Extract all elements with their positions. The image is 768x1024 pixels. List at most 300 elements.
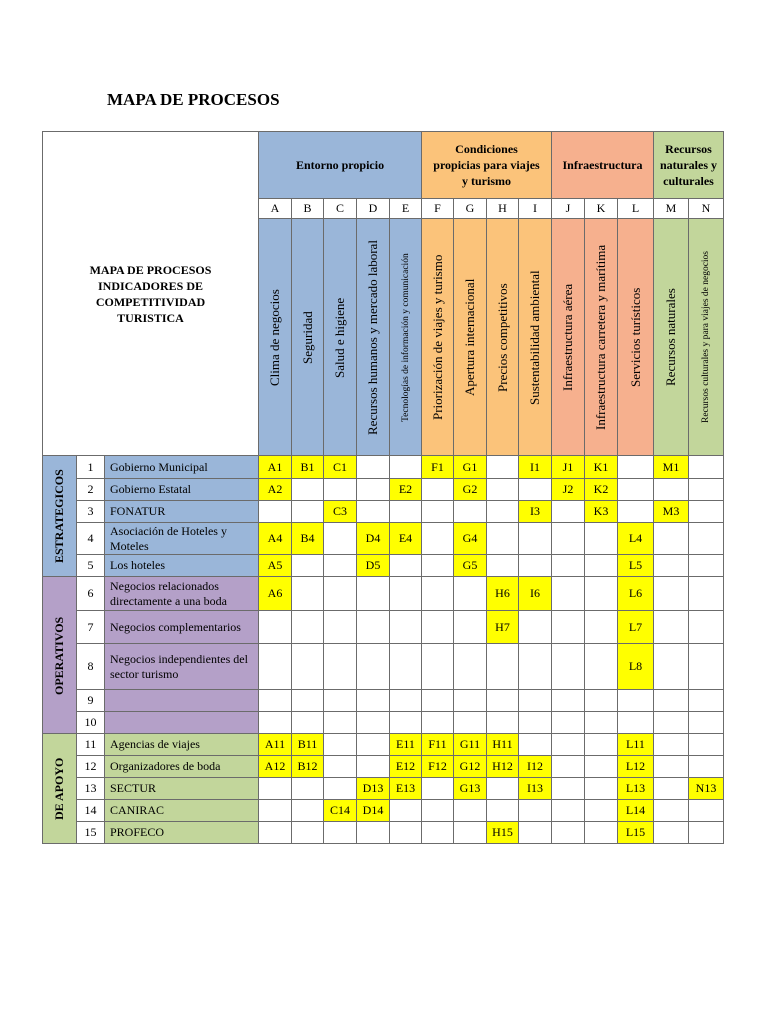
indicator-cell-marked: J1: [552, 456, 585, 479]
indicator-cell-empty: [519, 822, 552, 844]
indicator-cell-marked: L13: [618, 778, 654, 800]
indicator-cell-empty: [390, 456, 422, 479]
row-number: 5: [77, 555, 105, 577]
indicator-cell-empty: [552, 756, 585, 778]
indicator-cell-empty: [689, 756, 724, 778]
indicator-cell-empty: [292, 479, 324, 501]
process-name: Agencias de viajes: [105, 734, 259, 756]
indicator-cell-empty: [324, 756, 357, 778]
indicator-cell-empty: [357, 644, 390, 690]
row-number: 3: [77, 501, 105, 523]
indicator-cell-empty: [422, 555, 454, 577]
indicator-cell-empty: [585, 523, 618, 555]
process-name: [105, 712, 259, 734]
row-number: 2: [77, 479, 105, 501]
indicator-cell-marked: I12: [519, 756, 552, 778]
indicator-cell-empty: [422, 712, 454, 734]
indicator-cell-empty: [519, 611, 552, 644]
process-name: SECTUR: [105, 778, 259, 800]
row-number: 4: [77, 523, 105, 555]
indicator-cell-empty: [259, 822, 292, 844]
indicator-label: Tecnologías de información y comunicación: [400, 252, 411, 422]
indicator-label: Precios competitivos: [494, 282, 510, 392]
category-condiciones-propicias: Condiciones propicias para viajes y turismo: [422, 132, 552, 199]
process-name: Organizadores de boda: [105, 756, 259, 778]
row-number: 6: [77, 577, 105, 611]
indicator-cell-empty: [585, 822, 618, 844]
column-letter-k: K: [585, 199, 618, 219]
column-letter-f: F: [422, 199, 454, 219]
indicator-cell-empty: [292, 555, 324, 577]
indicator-cell-empty: [487, 690, 519, 712]
indicator-cell-marked: B1: [292, 456, 324, 479]
indicator-cell-empty: [292, 501, 324, 523]
indicator-cell-marked: K2: [585, 479, 618, 501]
indicator-cell-marked: A1: [259, 456, 292, 479]
indicator-cell-empty: [689, 523, 724, 555]
indicator-cell-empty: [689, 555, 724, 577]
indicator-header-d: [357, 219, 390, 456]
table-row: [43, 778, 724, 800]
indicator-header-m: [654, 219, 689, 456]
indicator-cell-empty: [618, 690, 654, 712]
indicator-label: Salud e higiene: [332, 296, 347, 378]
table-row: [43, 456, 724, 479]
indicator-cell-marked: G11: [454, 734, 487, 756]
indicator-cell-marked: I13: [519, 778, 552, 800]
indicator-cell-empty: [654, 479, 689, 501]
row-number: 14: [77, 800, 105, 822]
indicator-cell-marked: I6: [519, 577, 552, 611]
indicator-label: Infraestructura aérea: [560, 283, 575, 391]
indicator-cell-empty: [259, 690, 292, 712]
process-name: FONATUR: [105, 501, 259, 523]
column-letter-c: C: [324, 199, 357, 219]
indicator-cell-empty: [292, 577, 324, 611]
indicator-cell-empty: [357, 479, 390, 501]
indicator-cell-empty: [390, 555, 422, 577]
indicator-cell-empty: [454, 501, 487, 523]
indicator-cell-marked: C3: [324, 501, 357, 523]
indicator-cell-empty: [689, 577, 724, 611]
process-name: Negocios relacionados directamente a una boda: [105, 577, 259, 611]
indicator-label: Apertura internacional: [462, 278, 477, 396]
indicator-cell-marked: A6: [259, 577, 292, 611]
indicator-cell-empty: [487, 712, 519, 734]
indicator-cell-empty: [689, 501, 724, 523]
indicator-cell-empty: [552, 611, 585, 644]
indicator-cell-empty: [654, 690, 689, 712]
indicator-cell-empty: [259, 778, 292, 800]
indicator-cell-marked: E12: [390, 756, 422, 778]
indicator-cell-empty: [324, 644, 357, 690]
indicator-header-f: [422, 219, 454, 456]
indicator-cell-empty: [357, 577, 390, 611]
indicator-header-e: [390, 219, 422, 456]
indicator-cell-empty: [422, 800, 454, 822]
indicator-cell-marked: A2: [259, 479, 292, 501]
indicator-cell-empty: [487, 479, 519, 501]
indicator-header-h: [487, 219, 519, 456]
indicator-cell-empty: [324, 611, 357, 644]
indicator-cell-marked: F12: [422, 756, 454, 778]
indicator-cell-empty: [585, 644, 618, 690]
indicator-cell-empty: [487, 555, 519, 577]
indicator-cell-marked: F1: [422, 456, 454, 479]
indicator-cell-empty: [487, 644, 519, 690]
indicator-cell-marked: D4: [357, 523, 390, 555]
indicator-cell-empty: [654, 523, 689, 555]
category-recursos-naturales-culturales: Recursos naturales y culturales: [654, 132, 724, 199]
indicator-cell-empty: [324, 555, 357, 577]
indicator-cell-empty: [618, 501, 654, 523]
indicator-cell-empty: [689, 611, 724, 644]
indicator-label: Infraestructura carretera y marítima: [593, 244, 608, 430]
indicator-cell-empty: [324, 778, 357, 800]
indicator-cell-empty: [357, 712, 390, 734]
indicator-cell-empty: [324, 523, 357, 555]
indicator-cell-empty: [454, 800, 487, 822]
indicator-cell-marked: M3: [654, 501, 689, 523]
indicator-cell-marked: E2: [390, 479, 422, 501]
indicator-cell-empty: [689, 690, 724, 712]
indicator-cell-marked: E13: [390, 778, 422, 800]
indicator-cell-marked: L8: [618, 644, 654, 690]
indicator-cell-empty: [390, 501, 422, 523]
indicator-cell-marked: K3: [585, 501, 618, 523]
indicator-cell-marked: H6: [487, 577, 519, 611]
indicator-label: Sustentabilidad ambiental: [527, 269, 542, 405]
column-letter-l: L: [618, 199, 654, 219]
indicator-cell-empty: [689, 479, 724, 501]
indicator-cell-marked: L15: [618, 822, 654, 844]
table-row: [43, 712, 724, 734]
process-name: Asociación de Hoteles y Moteles: [105, 523, 259, 555]
indicator-header-i: [519, 219, 552, 456]
category-entorno-propicio: Entorno propicio: [259, 132, 422, 199]
indicator-cell-empty: [552, 822, 585, 844]
indicator-cell-empty: [292, 800, 324, 822]
column-letter-g: G: [454, 199, 487, 219]
indicator-cell-empty: [324, 479, 357, 501]
indicator-cell-empty: [390, 800, 422, 822]
indicator-cell-marked: G13: [454, 778, 487, 800]
indicator-cell-marked: B11: [292, 734, 324, 756]
indicator-label: Seguridad: [299, 310, 315, 364]
indicator-cell-empty: [390, 690, 422, 712]
indicator-cell-empty: [519, 523, 552, 555]
table-row: [43, 611, 724, 644]
process-group-label: DE APOYO: [52, 757, 66, 820]
indicator-cell-empty: [689, 800, 724, 822]
indicator-cell-empty: [259, 611, 292, 644]
process-group-estrategicos: [43, 456, 77, 577]
table-row: [43, 734, 724, 756]
indicator-cell-empty: [454, 577, 487, 611]
indicator-header-a: [259, 219, 292, 456]
indicator-label: Recursos culturales y para viajes de negocios: [701, 251, 711, 423]
indicator-cell-empty: [292, 778, 324, 800]
indicator-cell-marked: M1: [654, 456, 689, 479]
column-letter-n: N: [689, 199, 724, 219]
indicator-cell-empty: [422, 479, 454, 501]
indicator-cell-empty: [292, 611, 324, 644]
row-number: 10: [77, 712, 105, 734]
indicator-cell-empty: [422, 822, 454, 844]
indicator-cell-marked: G12: [454, 756, 487, 778]
indicator-cell-empty: [357, 611, 390, 644]
process-group-label: ESTRATEGICOS: [52, 469, 66, 563]
indicator-cell-empty: [585, 690, 618, 712]
indicator-cell-empty: [487, 523, 519, 555]
indicator-cell-empty: [324, 734, 357, 756]
indicator-cell-empty: [618, 712, 654, 734]
indicator-cell-empty: [422, 523, 454, 555]
page-title: MAPA DE PROCESOS: [107, 90, 280, 109]
indicator-cell-marked: G1: [454, 456, 487, 479]
table-row: [43, 822, 724, 844]
indicator-cell-empty: [390, 822, 422, 844]
indicator-cell-empty: [519, 712, 552, 734]
indicator-cell-empty: [390, 712, 422, 734]
table-row: [43, 690, 724, 712]
column-letter-a: A: [259, 199, 292, 219]
indicator-cell-empty: [422, 611, 454, 644]
indicator-cell-empty: [519, 734, 552, 756]
indicator-cell-marked: C1: [324, 456, 357, 479]
indicator-cell-empty: [357, 456, 390, 479]
row-number: 9: [77, 690, 105, 712]
indicator-cell-empty: [654, 712, 689, 734]
process-name: Los hoteles: [105, 555, 259, 577]
indicator-cell-empty: [487, 800, 519, 822]
indicator-cell-empty: [487, 501, 519, 523]
indicator-cell-empty: [519, 690, 552, 712]
indicator-cell-empty: [689, 456, 724, 479]
indicator-cell-empty: [585, 734, 618, 756]
indicator-cell-empty: [357, 756, 390, 778]
process-name: Gobierno Estatal: [105, 479, 259, 501]
indicator-cell-empty: [519, 555, 552, 577]
indicator-cell-empty: [654, 734, 689, 756]
indicator-cell-marked: A11: [259, 734, 292, 756]
row-number: 1: [77, 456, 105, 479]
indicator-label: Recursos naturales: [663, 288, 678, 386]
process-name: PROFECO: [105, 822, 259, 844]
indicator-cell-empty: [552, 800, 585, 822]
indicator-cell-empty: [519, 644, 552, 690]
indicator-cell-marked: H12: [487, 756, 519, 778]
indicator-cell-empty: [552, 523, 585, 555]
indicator-cell-marked: L6: [618, 577, 654, 611]
indicator-cell-empty: [454, 822, 487, 844]
indicator-cell-empty: [454, 611, 487, 644]
indicator-cell-marked: L4: [618, 523, 654, 555]
category-infraestructura: Infraestructura: [552, 132, 654, 199]
indicator-cell-marked: C14: [324, 800, 357, 822]
indicator-cell-empty: [422, 778, 454, 800]
column-letter-i: I: [519, 199, 552, 219]
table-row: [43, 644, 724, 690]
row-number: 8: [77, 644, 105, 690]
indicator-cell-marked: H15: [487, 822, 519, 844]
indicator-cell-marked: L14: [618, 800, 654, 822]
indicator-cell-empty: [585, 778, 618, 800]
indicator-cell-empty: [259, 501, 292, 523]
process-name: Negocios complementarios: [105, 611, 259, 644]
indicator-cell-empty: [422, 644, 454, 690]
indicator-cell-empty: [292, 712, 324, 734]
process-group-operativos: [43, 577, 77, 734]
indicator-cell-marked: I1: [519, 456, 552, 479]
indicator-cell-empty: [357, 501, 390, 523]
indicator-header-l: [618, 219, 654, 456]
indicator-cell-marked: K1: [585, 456, 618, 479]
process-name: CANIRAC: [105, 800, 259, 822]
indicator-cell-marked: D14: [357, 800, 390, 822]
table-corner-title: MAPA DE PROCESOS INDICADORES DE COMPETITIVIDAD TURISTICA: [43, 132, 259, 456]
indicator-cell-empty: [552, 577, 585, 611]
indicator-cell-empty: [519, 800, 552, 822]
indicator-cell-empty: [487, 456, 519, 479]
column-letter-h: H: [487, 199, 519, 219]
indicator-cell-marked: D13: [357, 778, 390, 800]
indicator-header-j: [552, 219, 585, 456]
indicator-cell-empty: [390, 577, 422, 611]
indicator-cell-marked: D5: [357, 555, 390, 577]
indicator-cell-marked: N13: [689, 778, 724, 800]
indicator-cell-empty: [585, 555, 618, 577]
process-name: [105, 690, 259, 712]
indicator-cell-empty: [454, 690, 487, 712]
indicator-label: Servicios turísticos: [627, 287, 643, 387]
indicator-cell-empty: [357, 822, 390, 844]
indicator-header-g: [454, 219, 487, 456]
column-letter-d: D: [357, 199, 390, 219]
process-name: Gobierno Municipal: [105, 456, 259, 479]
indicator-label: Clima de negocios: [267, 288, 282, 386]
table-row: [43, 501, 724, 523]
row-number: 12: [77, 756, 105, 778]
indicator-cell-marked: I3: [519, 501, 552, 523]
indicator-cell-empty: [357, 690, 390, 712]
column-letter-b: B: [292, 199, 324, 219]
indicator-cell-empty: [292, 644, 324, 690]
indicator-cell-empty: [324, 822, 357, 844]
indicator-cell-empty: [618, 479, 654, 501]
indicator-cell-empty: [390, 644, 422, 690]
indicator-cell-empty: [259, 800, 292, 822]
indicator-cell-marked: G5: [454, 555, 487, 577]
row-number: 7: [77, 611, 105, 644]
indicator-cell-empty: [654, 611, 689, 644]
indicator-cell-empty: [422, 690, 454, 712]
indicator-cell-marked: B4: [292, 523, 324, 555]
indicator-cell-empty: [552, 644, 585, 690]
indicator-cell-marked: L7: [618, 611, 654, 644]
category-header-row: [43, 132, 724, 199]
indicator-cell-empty: [654, 800, 689, 822]
indicator-cell-marked: E11: [390, 734, 422, 756]
indicator-cell-empty: [422, 577, 454, 611]
indicator-cell-empty: [552, 501, 585, 523]
row-number: 15: [77, 822, 105, 844]
indicator-cell-empty: [552, 712, 585, 734]
indicator-cell-empty: [585, 800, 618, 822]
indicator-label: Priorización de viajes y turismo: [429, 254, 445, 420]
indicator-cell-empty: [259, 644, 292, 690]
table-row: [43, 479, 724, 501]
table-row: [43, 555, 724, 577]
indicator-cell-empty: [487, 778, 519, 800]
indicator-cell-empty: [689, 712, 724, 734]
process-name: Negocios independientes del sector turismo: [105, 644, 259, 690]
indicator-cell-empty: [654, 555, 689, 577]
table-row: [43, 577, 724, 611]
indicator-cell-marked: E4: [390, 523, 422, 555]
indicator-cell-marked: F11: [422, 734, 454, 756]
indicator-cell-empty: [324, 690, 357, 712]
process-group-label: OPERATIVOS: [52, 615, 66, 695]
indicator-cell-marked: H11: [487, 734, 519, 756]
row-number: 13: [77, 778, 105, 800]
indicator-cell-empty: [552, 778, 585, 800]
indicator-cell-empty: [324, 577, 357, 611]
indicator-cell-marked: L11: [618, 734, 654, 756]
indicator-cell-marked: A12: [259, 756, 292, 778]
indicator-cell-empty: [654, 822, 689, 844]
indicator-cell-empty: [654, 778, 689, 800]
indicator-label: Recursos humanos y mercado laboral: [365, 239, 380, 435]
indicator-cell-empty: [654, 577, 689, 611]
indicator-cell-empty: [357, 734, 390, 756]
indicator-cell-marked: A5: [259, 555, 292, 577]
indicator-cell-empty: [689, 644, 724, 690]
indicator-header-b: [292, 219, 324, 456]
indicator-cell-empty: [552, 734, 585, 756]
indicator-cell-empty: [422, 501, 454, 523]
indicator-cell-marked: B12: [292, 756, 324, 778]
indicator-header-k: [585, 219, 618, 456]
table-row: [43, 756, 724, 778]
indicator-header-c: [324, 219, 357, 456]
process-map-table: [42, 131, 724, 844]
indicator-cell-empty: [689, 822, 724, 844]
indicator-cell-empty: [654, 756, 689, 778]
indicator-cell-empty: [324, 712, 357, 734]
indicator-cell-marked: L12: [618, 756, 654, 778]
indicator-cell-empty: [585, 611, 618, 644]
indicator-cell-marked: J2: [552, 479, 585, 501]
row-number: 11: [77, 734, 105, 756]
indicator-cell-empty: [454, 712, 487, 734]
table-row: [43, 523, 724, 555]
indicator-cell-empty: [292, 822, 324, 844]
indicator-cell-empty: [454, 644, 487, 690]
indicator-cell-marked: G2: [454, 479, 487, 501]
indicator-cell-empty: [519, 479, 552, 501]
indicator-header-n: [689, 219, 724, 456]
indicator-cell-empty: [259, 712, 292, 734]
indicator-cell-empty: [585, 712, 618, 734]
column-letter-j: J: [552, 199, 585, 219]
table-row: [43, 800, 724, 822]
indicator-cell-empty: [552, 555, 585, 577]
indicator-cell-empty: [654, 644, 689, 690]
column-letter-m: M: [654, 199, 689, 219]
indicator-cell-empty: [552, 690, 585, 712]
indicator-cell-empty: [292, 690, 324, 712]
